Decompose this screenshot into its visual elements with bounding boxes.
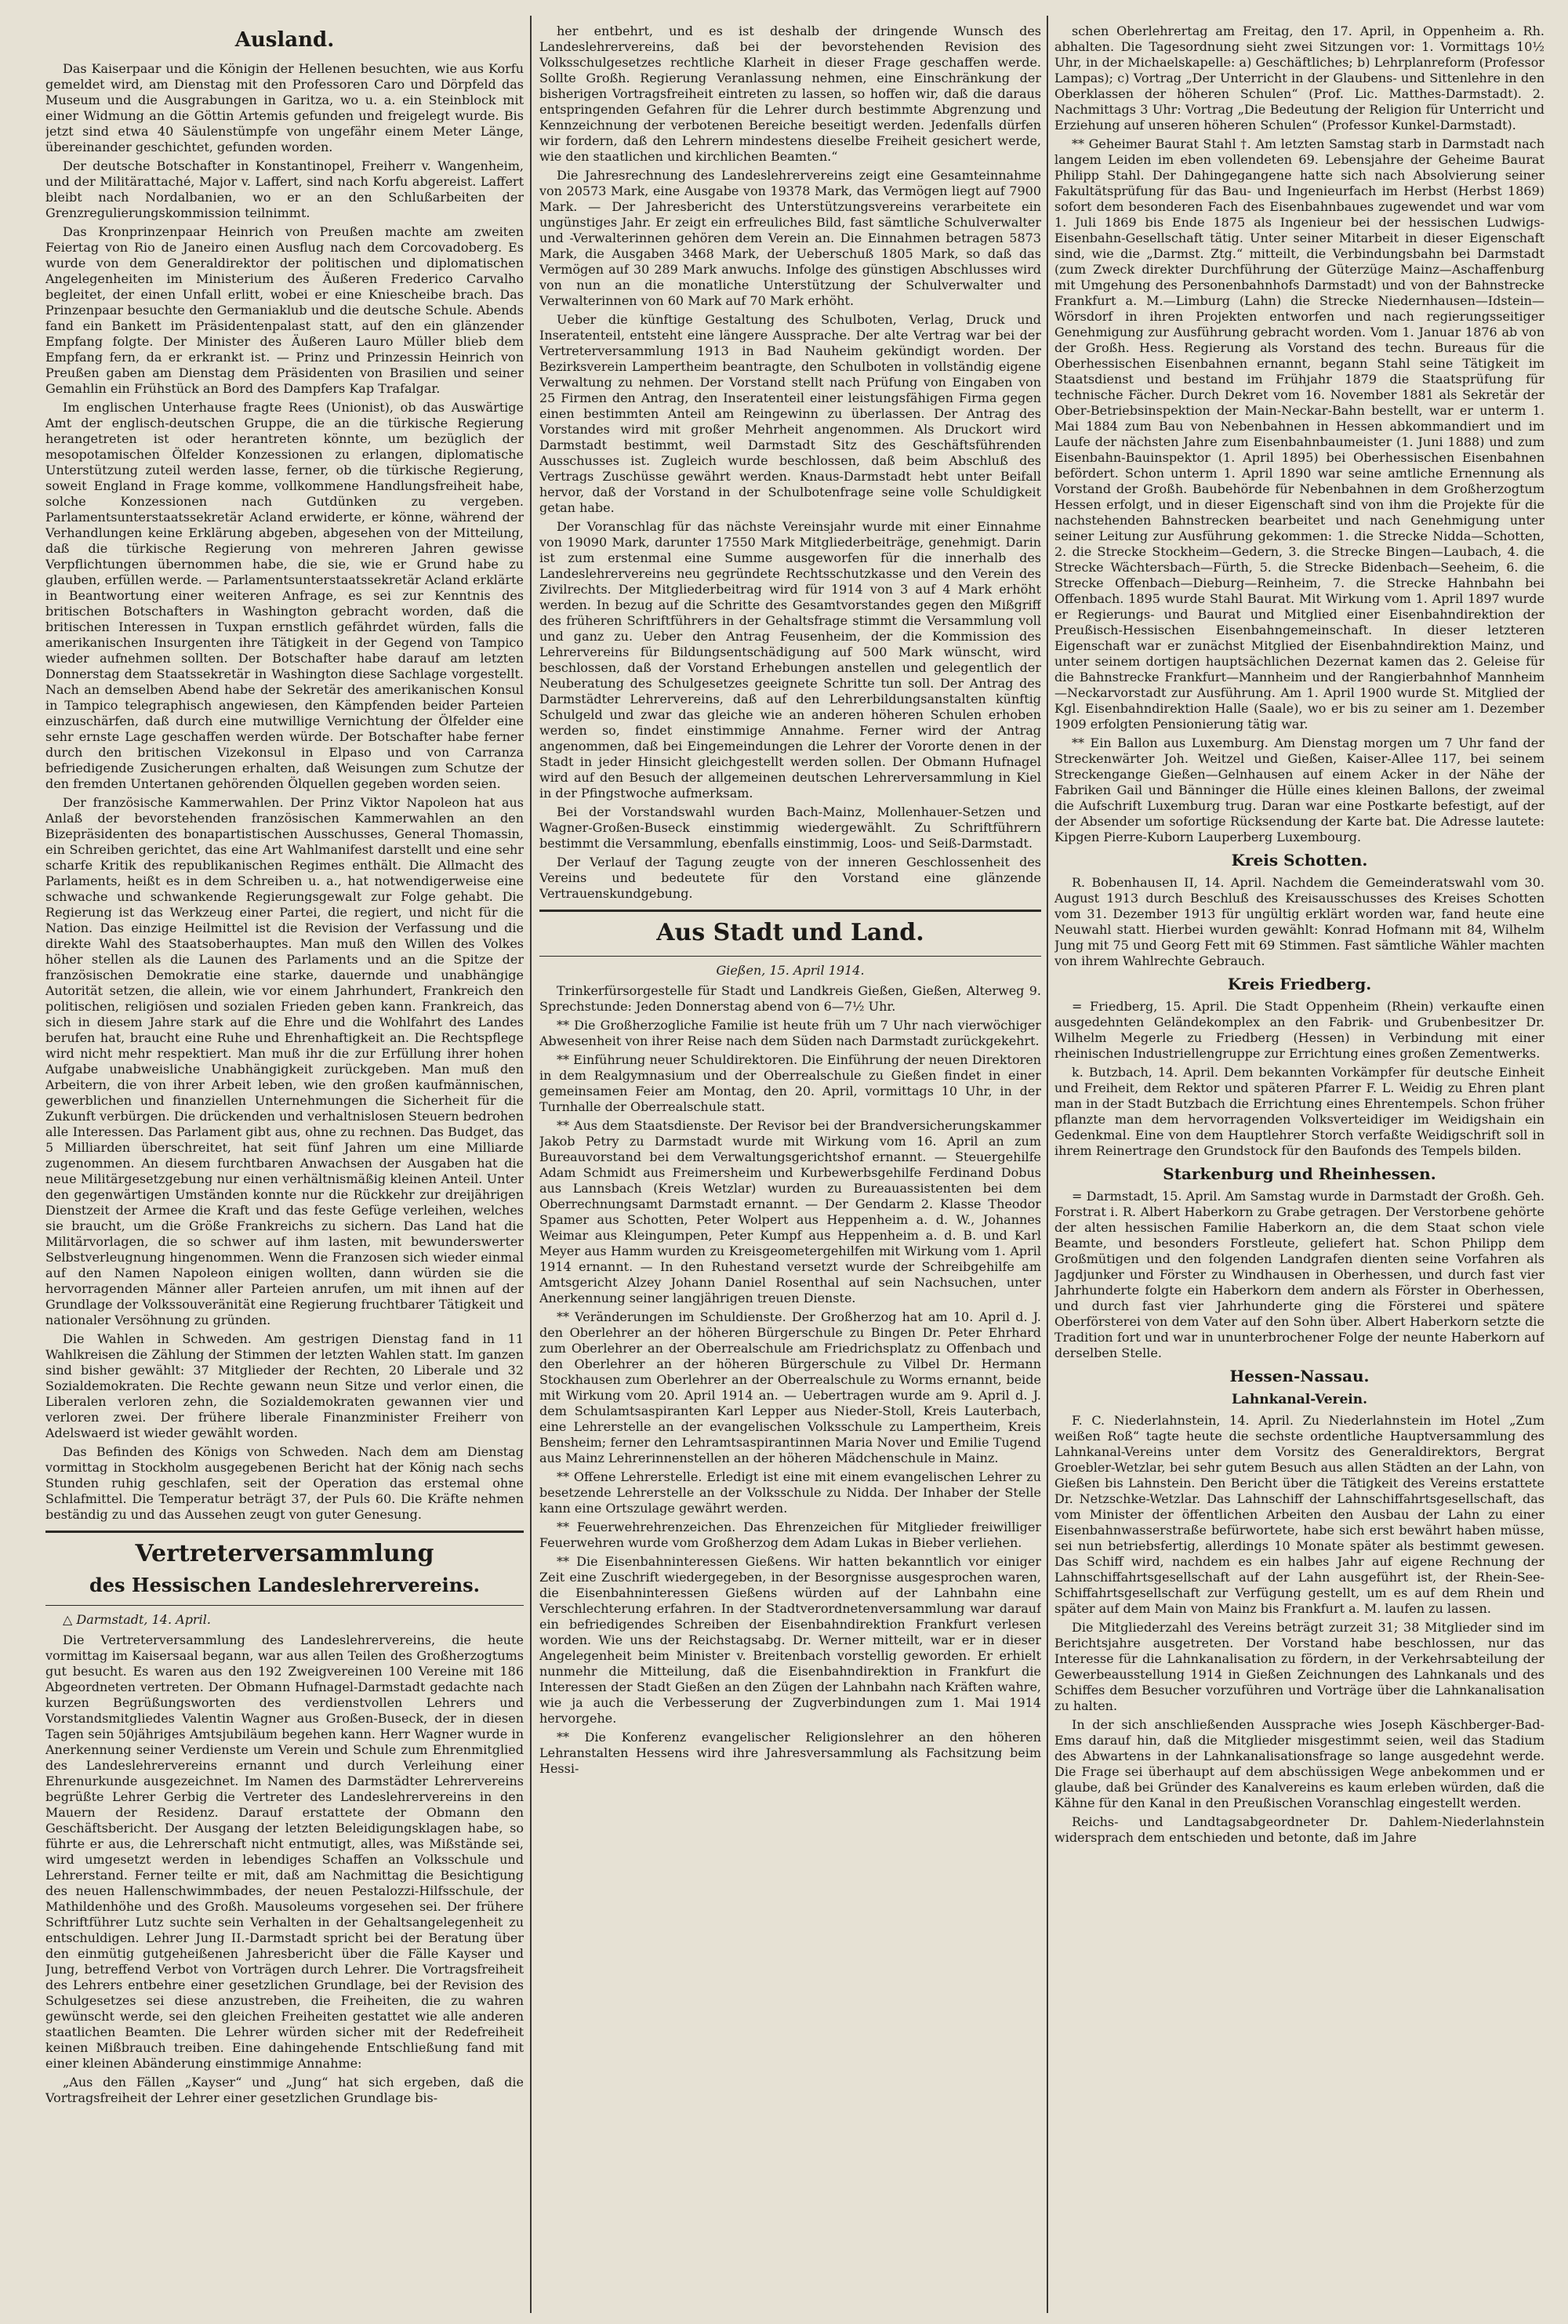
article-paragraph: Das Befinden des Königs von Schweden. Nach dem am Dienstag vormittag in Stockholm ausgegebenen Bericht hat der König nach sechs Stunden ruhig geschlafen, seit der Operation das erstemal ohne Schlafmittel. Die Temperatur beträgt 37, der Puls 60. Die Kräfte nehmen beständig zu und das Aussehen zeugt von guter Genesung. <box>45 1444 524 1522</box>
article-paragraph: her entbehrt, und es ist deshalb der dringende Wunsch des Landeslehrervereins, daß bei der bevorstehenden Revision des Volksschulgesetzes rechtliche Klarheit in dieser Frage geschaffen werde. Sollte Großh. Regierung Veranlassung nehmen, eine Einschränkung der bisherigen Vortragsfreiheit eintreten zu lassen, so hoffen wir, daß die daraus entspringenden Gefahren für die Lehrer durch bestimmte Abgrenzung und Kennzeichnung der verbotenen Bereiche beseitigt werden. Jedenfalls dürfen wir fordern, daß den Lehrern mindestens dieselbe Freiheit gesichert werde, wie den staatlichen und kirchlichen Beamten.“ <box>539 24 1041 164</box>
section-subheading-lahnkanal: Lahnkanal-Verein. <box>1231 1392 1368 1407</box>
dateline: △ Darmstadt, 14. April. <box>63 1612 211 1627</box>
section-heading-starkenburg: Starkenburg und Rheinhessen. <box>1163 1164 1436 1183</box>
section-heading-vertreterversammlung: Vertreterversammlung <box>135 1540 434 1567</box>
article-paragraph: ** Feuerwehrehrenzeichen. Das Ehrenzeichen für Mitglieder freiwilliger Feuerwehren wurde vom Großherzog dem Adam Lukas in Bieber verliehen. <box>539 1520 1041 1550</box>
article-paragraph: Der deutsche Botschafter in Konstantinopel, Freiherr v. Wangenheim, und der Militärattaché, Major v. Laffert, sind nach Korfu abgereist. Laffert bleibt nach Nordalbanien, wo er an den Schlußarbeiten der Grenzregulierungskommission teilnimmt. <box>45 158 524 220</box>
section-divider <box>539 956 1041 957</box>
section-divider <box>45 1531 524 1533</box>
section-heading-hessen-nassau: Hessen-Nassau. <box>1229 1367 1370 1385</box>
article-paragraph: ** Geheimer Baurat Stahl †. Am letzten Samstag starb in Darmstadt nach langem Leiden im eben vollendeten 69. Lebensjahre der Geheime Baurat Philipp Stahl. Der Dahingegangene hatte sich nach Absolvierung seiner Fakultätsprüfung für das Bau- und Ingenieurfach im Herbst (Herbst 1869) sofort dem besonderen Fach des Eisenbahnbaues zugewendet und war vom 1. Juli 1869 bis Ende 1875 als Ingenieur bei der hessischen Ludwigs-Eisenbahn-Gesellschaft tätig. Unter seiner Mitarbeit in dieser Eigenschaft sind, wie die „Darmst. Ztg.“ mitteilt, die Verbindungsbahn bei Darmstadt (zum Zweck direkter Durchführung der Güterzüge Mainz—Aschaffenburg mit Umgehung des Personenbahnhofs Darmstadt) und von der Bahnstrecke Frankfurt a. M.—Limburg (Lahn) die Strecke Niedernhausen—Idstein—Wörsdorf in ihren Projekten entworfen und nach regierungsseitiger Genehmigung zur Ausführung gebracht worden. Vom 1. Januar 1876 ab von der Großh. Hess. Regierung als Vorstand des techn. Bureaus für die Oberhessischen Eisenbahnen ernannt, begann Stahl seine Tätigkeit im Staatsdienst und bestand im Frühjahr 1879 die Staatsprüfung für technische Fächer. Durch Dekret vom 16. November 1881 als Sekretär der Ober-Betriebsinspektion der Main-Neckar-Bahn bestellt, war er unterm 1. Mai 1884 zum Bau von Nebenbahnen in Hessen abkommandiert und im Laufe der nächsten Jahre zum Eisenbahnbaumeister (1. Juni 1888) und zum Eisenbahn-Bauinspektor (1. April 1895) bei Oberhessischen Eisenbahnen befördert. Schon unterm 1. April 1890 war seine amtliche Ernennung als Vorstand der Großh. Baubehörde für Nebenbahnen in dem Großherzogtum Hessen erfolgt, und in dieser Eigenschaft sind von ihm die Projekte für die nachstehenden Bahnstrecken bearbeitet und nach Genehmigung unter seiner Leitung zur Ausführung gekommen: 1. die Strecke Nidda—Schotten, 2. die Strecke Stockheim—Gedern, 3. die Strecke Bingen—Laubach, 4. die Strecke Wächtersbach—Fürth, 5. die Strecke Bidenbach—Seeheim, 6. die Strecke Offenbach—Dieburg—Reinheim, 7. die Strecke Hahnbahn bei Offenbach. 1895 wurde Stahl Baurat. Mit Wirkung vom 1. April 1897 wurde er Regierungs- und Baurat und Mitglied einer Eisenbahndirektion der Preußisch-Hessischen Eisenbahngemeinschaft. In dieser letzteren Eigenschaft war er zunächst Mitglied der Eisenbahndirektion Mainz, und unter seinem dortigen hauptsächlichen Dezernat kamen das 2. Geleise für die Bahnstrecke Frankfurt—Mannheim und der Rangierbahnhof Mannheim—Neckarvorstadt zur Ausführung. Am 1. April 1900 wurde St. Mitglied der Kgl. Eisenbahndirektion Halle (Saale), wo er bis zu seiner am 1. Dezember 1909 erfolgten Pensionierung tätig war. <box>1054 136 1544 732</box>
article-list <box>1054 1413 1544 1846</box>
article-paragraph: Reichs- und Landtagsabgeordneter Dr. Dahlem-Niederlahnstein widersprach dem entschieden und betonte, daß im Jahre <box>1054 1814 1544 1845</box>
column-2 <box>539 24 1041 2313</box>
article-list <box>539 983 1041 1777</box>
article-paragraph: F. C. Niederlahnstein, 14. April. Zu Niederlahnstein im Hotel „Zum weißen Roß“ tagte heute die sechste ordentliche Hauptversammlung des Lahnkanal-Vereins unter dem Vorsitz des Generaldirektors, Bergrat Groebler-Wetzlar, bei sehr gutem Besuch aus allen Städten an der Lahn, von Gießen bis Lahnstein. Den Bericht über die Tätigkeit des Vereins erstattete Dr. Netzschke-Wetzlar. Das Lahnschiff der Lahnschiffahrtsgesellschaft, das vom Minister der öffentlichen Arbeiten den Ausbau der Lahn zu einer Eisenbahnwasserstraße befürwortete, habe sich erst bewährt haben müsse, sei nun betriebsfertig, allerdings 10 Monate später als bestimmt gewesen. Das Schiff wird, nachdem es ein halbes Jahr auf eigene Rechnung der Lahnschiffahrtsgesellschaft auf der Lahn ausgeführt ist, der Rhein-See-Schiffahrtsgesellschaft zur Verfügung gestellt, um es auf dem Rhein und später auf dem Main von Mainz bis Frankfurt a. M. laufen zu lassen. <box>1054 1413 1544 1616</box>
article-paragraph: = Friedberg, 15. April. Die Stadt Oppenheim (Rhein) verkaufte einen ausgedehnten Geländekomplex an den Fabrik- und Grubenbesitzer Dr. Wilhelm Megerle zu Friedberg (Hessen) in Verbindung mit einer rheinischen Industriellengruppe zur Errichtung eines großen Zementwerks. <box>1054 999 1544 1061</box>
article-paragraph: Im englischen Unterhause fragte Rees (Unionist), ob das Auswärtige Amt der englisch-deutschen Gruppe, die an die türkische Regierung herangetreten ist oder herantreten könnte, um bezüglich der mesopotamischen Ölfelder Konzessionen zu erlangen, diplomatische Unterstützung zuteil werden lasse, ferner, ob die türkische Regierung, soweit England in Frage komme, vollkommene Handlungsfreiheit habe, solche Konzessionen nach Gutdünken zu vergeben. Parlamentsunterstaatssekretär Acland erwiderte, er könne, während der Verhandlungen keine Erklärung abgeben, abgesehen von der Mitteilung, daß die türkische Regierung von mehreren Jahren gewisse Verpflichtungen übernommen habe, die sie, wie er Grund habe zu glauben, erfüllen werde. — Parlamentsunterstaatssekretär Acland erklärte in Beantwortung einer weiteren Anfrage, es sei zur Kenntnis des britischen Botschafters in Washington gebracht worden, daß die britischen Interessen in Tuxpan ernstlich gefährdet würden, falls die amerikanischen Insurgenten ihre Tätigkeit in der Gegend von Tampico wieder aufnehmen sollten. Der Botschafter habe darauf am letzten Donnerstag dem Staatssekretär in Washington diese Sachlage vorgestellt. Nach an demselben Abend habe der Sekretär des amerikanischen Konsul in Tampico telegraphisch angewiesen, den Kämpfenden beider Parteien einzuschärfen, daß durch eine mutwillige Vernichtung der Ölfelder eine sehr ernste Lage geschaffen werden würde. Der Botschafter habe ferner durch den britischen Vizekonsul in Elpaso und von Carranza befriedigende Zusicherungen erhalten, daß Weisungen zum Schutze der den fremden Untertanen gehörenden Ölquellen gegeben worden seien. <box>45 400 524 791</box>
article-paragraph: „Aus den Fällen „Kayser“ und „Jung“ hat sich ergeben, daß die Vortragsfreiheit der Lehrer einer gesetzlichen Grundlage bis- <box>45 2075 524 2105</box>
article-paragraph: Die Mitgliederzahl des Vereins beträgt zurzeit 31; 38 Mitglieder sind im Berichtsjahre ausgetreten. Der Vorstand habe beschlossen, nur das Interesse für die Lahnkanalisation zu fördern, in der Verkehrsabteilung der Gewerbeausstellung 1914 in Gießen Zeichnungen des Lahnkanals und des Schiffes dem Besucher vorzuführen und Vorträge über die Lahnkanalisation zu halten. <box>1054 1620 1544 1713</box>
article-list <box>45 1632 524 2106</box>
article-paragraph: ** Einführung neuer Schuldirektoren. Die Einführung der neuen Direktoren in dem Realgymnasium und der Oberrealschule zu Gießen findet in einer gemeinsamen Feier am Montag, den 20. April, vormittags 10 Uhr, in der Turnhalle der Oberrealschule statt. <box>539 1052 1041 1114</box>
article-paragraph: ** Veränderungen im Schuldienste. Der Großherzog hat am 10. April d. J. den Oberlehrer an der höheren Bürgerschule zu Bingen Dr. Peter Ehrhard zum Oberlehrer an der Oberrealschule am Friedrichsplatz zu Offenbach und den Oberlehrer an der höheren Bürgerschule zu Vilbel Dr. Hermann Stockhausen zum Oberlehrer an der Oberrealschule zu Worms ernannt, beide mit Wirkung vom 20. April 1914 an. — Uebertragen wurde am 9. April d. J. dem Schulamtsaspiranten Karl Lepper aus Nieder-Stoll, Kreis Lauterbach, eine Lehrerstelle an der evangelischen Volksschule zu Lampertheim, Kreis Bensheim; ferner den Lehramtsaspirantinnen Maria Nover und Emilie Tugend aus Mainz Lehrerinnenstellen an der höheren Mädchenschule in Mainz. <box>539 1309 1041 1465</box>
section-subheading: des Hessischen Landeslehrervereins. <box>89 1574 481 1596</box>
article-paragraph: Bei der Vorstandswahl wurden Bach-Mainz, Mollenhauer-Setzen und Wagner-Großen-Buseck einstimmig wiedergewählt. Zu Schriftführern bestimmt die Versammlung, ebenfalls einstimmig, Loos- und Seiß-Darmstadt. <box>539 804 1041 851</box>
article-paragraph: Die Jahresrechnung des Landeslehrervereins zeigt eine Gesamteinnahme von 20573 Mark, eine Ausgabe von 19378 Mark, das Vermögen liegt auf 7900 Mark. — Der Jahresbericht des Unterstützungsvereins verarbeitete ein ungünstiges Jahr. Er zeigt ein erfreuliches Bild, fast sämtliche Schulverwalter und -Verwalterinnen gehören dem Verein an. Die Einnahmen betragen 5873 Mark, die Ausgaben 3468 Mark, der Ueberschuß 1805 Mark, so daß das Vermögen auf 30 289 Mark anwuchs. Infolge des günstigen Abschlusses wird von nun an die monatliche Unterstützung der Schulverwalter und Verwalterinnen von 60 Mark auf 70 Mark erhöht. <box>539 168 1041 308</box>
section-heading-kreis-schotten: Kreis Schotten. <box>1231 851 1368 870</box>
section-heading-aus-stadt-und-land: Aus Stadt und Land. <box>656 919 924 946</box>
article-paragraph: Die Vertreterversammlung des Landeslehrervereins, die heute vormittag im Kaisersaal begann, war aus allen Teilen des Großherzogtums gut besucht. Es waren aus den 192 Zweigvereinen 100 Vereine mit 186 Abgeordneten vertreten. Der Obmann Hufnagel-Darmstadt gedachte nach kurzen Begrüßungsworten des verdienstvollen Lehrers und Vorstandsmitgliedes Valentin Wagner aus Großen-Buseck, der in diesen Tagen sein 50jähriges Amtsjubiläum begehen kann. Herr Wagner wurde in Anerkennung seiner Verdienste um Verein und Schule zum Ehrenmitglied des Landeslehrervereins ernannt und durch Verleihung einer Ehrenurkunde ausgezeichnet. Im Namen des Darmstädter Lehrervereins begrüßte Lehrer Gerbig die Vertreter des Landeslehrervereins in den Mauern der Residenz. Darauf erstattete der Obmann den Geschäftsbericht. Der Ausgang der letzten Beleidigungsklagen habe, so führte er aus, die Lehrerschaft nicht entmutigt, alles, was Mißstände sei, wird umgesetzt werden in lebendiges Schaffen an Volksschule und Lehrerstand. Ferner teilte er mit, daß am Nachmittag die Besichtigung des neuen Hallenschwimmbades, der neuen Pestalozzi-Hilfsschule, der Mathildenhöhe und des Großh. Mausoleums vorgesehen sei. Der frühere Schriftführer Lutz suchte sein Verhalten in der Gehaltsangelegenheit zu entschuldigen. Lehrer Jung II.-Darmstadt spricht bei der Beratung über den einmütig gutgeheißenen Jahresbericht über die Fälle Kayser und Jung, betreffend Verbot von Vorträgen durch Lehrer. Die Vortragsfreiheit des Lehrers entbehre einer gesetzlichen Grundlage, bei der Revision des Schulgesetzes sei diese anzustreben, die Freiheiten, die zu wahren gewünscht werde, sei den gleichen Freiheiten gestattet wie alle anderen staatlichen Beamten. Die Lehrer würden sicher mit der Redefreiheit keinen Mißbrauch treiben. Eine dahingehende Entschließung fand mit einer kleinen Abänderung einstimmige Annahme: <box>45 1632 524 2071</box>
article-paragraph: k. Butzbach, 14. April. Dem bekannten Vorkämpfer für deutsche Einheit und Freiheit, dem Rektor und späteren Pfarrer F. L. Weidig zu Ehren plant man in der Stadt Butzbach die Errichtung eines Ehrentempels. Schon früher pflanzte man dem hervorragenden Volksverteidiger im Weidigshain ein Gedenkmal. Eine von dem Hauptlehrer Storch verfaßte Weidigschrift soll in ihrem Reinertrage den Grundstock für den Baufonds des Tempels bilden. <box>1054 1065 1544 1158</box>
article-paragraph: ** Die Großherzogliche Familie ist heute früh um 7 Uhr nach vierwöchiger Abwesenheit von ihrer Reise nach dem Süden nach Darmstadt zurückgekehrt. <box>539 1018 1041 1048</box>
article-paragraph: Das Kaiserpaar und die Königin der Hellenen besuchten, wie aus Korfu gemeldet wird, am Dienstag mit den Professoren Caro und Dörpfeld das Museum und die Ausgrabungen in Garitza, wo u. a. ein Steinblock mit einer Widmung an die Göttin Artemis gefunden und freigelegt wurde. Bis jetzt sind etwa 40 Säulenstümpfe von ungefähr einem Meter Länge, übereinander geschichtet, gefunden worden. <box>45 61 524 154</box>
article-paragraph: ** Offene Lehrerstelle. Erledigt ist eine mit einem evangelischen Lehrer zu besetzende Lehrerstelle an der Volksschule zu Nidda. Der Inhaber der Stelle kann eine Ortszulage gewährt werden. <box>539 1469 1041 1516</box>
article-paragraph: ** Aus dem Staatsdienste. Der Revisor bei der Brandversicherungskammer Jakob Petry zu Darmstadt wurde mit Wirkung vom 16. April an zum Bureauvorstand bei dem Verwaltungsgerichtshof ernannt. — Steuergehilfe Adam Schmidt aus Freimersheim und Kurbewerbsgehilfe Ferdinand Dobus aus Lannsbach (Kreis Wetzlar) wurden zu Bureauassistenten bei dem Oberrechnungsamt Darmstadt ernannt. — Der Gendarm 2. Klasse Theodor Spamer aus Schotten, Peter Wolpert aus Heppenheim a. d. W., Johannes Weimar aus Kleingumpen, Peter Kumpf aus Heppenheim a. d. B. und Karl Meyer aus Hamm wurden zu Kreisgeometergehilfen mit Wirkung vom 1. April 1914 ernannt. — In den Ruhestand versetzt wurde der Schreibgehilfe am Amtsgericht Alzey Johann Daniel Rosenthal auf sein Nachsuchen, unter Anerkennung seiner langjährigen treuen Dienste. <box>539 1118 1041 1305</box>
column-1 <box>45 24 524 2313</box>
article-paragraph: Das Kronprinzenpaar Heinrich von Preußen machte am zweiten Feiertag von Rio de Janeiro einen Ausflug nach dem Corcovadoberg. Es wurde von dem Generaldirektor der politischen und diplomatischen Angelegenheiten im Ministerium des Äußeren Frederico Carvalho begleitet, der einen Unfall erlitt, wobei er eine Kniescheibe brach. Das Prinzenpaar besuchte den Germaniaklub und die deutsche Schule. Abends fand ein Bankett im Präsidentenpalast statt, auf den ein glänzender Empfang folgte. Der Minister des Äußeren Lauro Müller blieb dem Empfang fern, da er erkrankt ist. — Prinz und Prinzessin Heinrich von Preußen gaben am Dienstag dem Präsidenten von Brasilien und seiner Gemahlin ein Frühstück an Bord des Dampfers Kap Trafalgar. <box>45 224 524 396</box>
article-paragraph: Trinkerfürsorgestelle für Stadt und Landkreis Gießen, Gießen, Alterweg 9. Sprechstunde: Jeden Donnerstag abend von 6—7½ Uhr. <box>539 983 1041 1014</box>
article-list <box>1054 875 1544 969</box>
article-paragraph: Die Wahlen in Schweden. Am gestrigen Dienstag fand in 11 Wahlkreisen die Zählung der Stimmen der letzten Wahlen statt. Im ganzen sind bisher gewählt: 37 Mitglieder der Rechten, 20 Liberale und 32 Sozialdemokraten. Die Rechte gewann neun Sitze und verlor einen, die Liberalen verloren zehn, die Sozialdemokraten gewannen vier und verloren zwei. Der frühere liberale Finanzminister Freiherr von Adelswaerd ist wieder gewählt worden. <box>45 1331 524 1440</box>
column-rule <box>1047 16 1048 2313</box>
article-paragraph: Der Verlauf der Tagung zeugte von der inneren Geschlossenheit des Vereins und bedeutete für den Vorstand eine glänzende Vertrauenskundgebung. <box>539 855 1041 901</box>
section-heading-kreis-friedberg: Kreis Friedberg. <box>1227 975 1372 993</box>
article-paragraph: ** Ein Ballon aus Luxemburg. Am Dienstag morgen um 7 Uhr fand der Streckenwärter Joh. Weitzel und Gießen, Kaiser-Allee 117, bei seinem Streckengange Gießen—Gelnhausen auf einem Acker in der Nähe der Fabriken Gail und Bänninger die Hülle eines kleinen Ballons, der zweimal die Aufschrift Luxemburg trug. Daran war eine Postkarte befestigt, auf der der Absender um sofortige Rücksendung der Karte bat. Die Adresse lautete: Kipgen Pierre-Kuborn Lauperberg Luxembourg. <box>1054 735 1544 844</box>
article-paragraph: R. Bobenhausen II, 14. April. Nachdem die Gemeinderatswahl vom 30. August 1913 durch Beschluß des Kreisausschusses des Kreises Schotten vom 31. Dezember 1913 für ungültig erklärt worden war, fand heute eine Neuwahl statt. Hierbei wurden gewählt: Konrad Hofmann mit 84, Wilhelm Jung mit 75 und Georg Fett mit 69 Stimmen. Fast sämtliche Wähler machten von ihrem Wahlrechte Gebrauch. <box>1054 875 1544 968</box>
article-paragraph: ** Die Eisenbahninteressen Gießens. Wir hatten bekanntlich vor einiger Zeit eine Zuschrift wiedergegeben, in der Besorgnisse ausgesprochen waren, die Eisenbahninteressen Gießens würden auf der Lahnbahn eine Verschlechterung erfahren. In der Stadtverordnetenversammlung war darauf ein befriedigendes Schreiben der Eisenbahndirektion Frankfurt verlesen worden. Wie uns der Reichstagsabg. Dr. Werner mitteilt, war er in dieser Angelegenheit beim Minister v. Breitenbach vorstellig geworden. Er erhielt nunmehr die Mitteilung, daß die Eisenbahndirektion in Frankfurt die Interessen der Stadt Gießen an den Zügen der Lahnbahn nach Kräften wahre, wie ja auch die Verbesserung der Zugverbindungen zum 1. Mai 1914 hervorgehe. <box>539 1554 1041 1726</box>
article-list <box>539 24 1041 902</box>
section-divider <box>539 910 1041 912</box>
column-rule <box>530 16 532 2313</box>
article-list <box>1054 1189 1544 1361</box>
article-paragraph: Der Voranschlag für das nächste Vereinsjahr wurde mit einer Einnahme von 19090 Mark, darunter 17550 Mark Mitgliederbeiträge, genehmigt. Darin ist zum erstenmal eine Summe ausgeworfen für die innerhalb des Landeslehrervereins neu gegründete Rechtsschutzkasse und den Verein des Zivilrechts. Der Mitgliederbeitrag wird für 1914 von 3 auf 4 Mark erhöht werden. In bezug auf die Schritte des Gesamtvorstandes gegen den Mißgriff des früheren Schriftführers in der Gehaltsfrage stimmt die Versammlung voll und ganz zu. Ueber den Antrag Feusenheim, der die Kommission des Lehrervereins für Bildungsentschädigung auf 500 Mark wünscht, wird beschlossen, daß der Vorstand Erhebungen anstellen und gelegentlich der Neuberatung des Schulgesetzes geeignete Schritte tun soll. Der Antrag des Darmstädter Lehrervereins, daß auf den Lehrerbildungsanstalten künftig Schulgeld und zwar das gleiche wie an anderen höheren Schulen erhoben werden so, findet einstimmige Annahme. Ferner wird der Antrag angenommen, daß bei Eingemeindungen die Lehrer der Vororte denen in der Stadt in jeder Hinsicht gleichgestellt werden sollen. Der Obmann Hufnagel wird auf den Besuch der allgemeinen deutschen Lehrerversammlung in Kiel in der Pfingstwoche aufmerksam. <box>539 519 1041 801</box>
article-list <box>1054 999 1544 1159</box>
article-list <box>45 61 524 1523</box>
dateline: Gießen, 15. April 1914. <box>716 963 865 978</box>
article-paragraph: ** Die Konferenz evangelischer Religionslehrer an den höheren Lehranstalten Hessens wird ihre Jahresversammlung als Fachsitzung beim Hessi- <box>539 1730 1041 1776</box>
section-divider <box>45 1605 524 1606</box>
article-paragraph: Ueber die künftige Gestaltung des Schulboten, Verlag, Druck und Inseratenteil, entsteht eine längere Aussprache. Der alte Vertrag war bei der Vertreterversammlung 1913 in Bad Nauheim gekündigt worden. Der Bezirksverein Lampertheim beantragte, den Schulboten in vollständig eigene Verwaltung zu nehmen. Der Vorstand stellt nach Prüfung von Eingaben von 25 Firmen den Antrag, den Inseratenteil einer leistungsfähigen Firma gegen einen bestimmten Anteil am Reingewinn zu überlassen. Der Antrag des Vorstandes wird mit großer Mehrheit angenommen. Als Druckort wird Darmstadt bestimmt, weil Darmstadt Sitz des Geschäftsführenden Ausschusses ist. Zugleich wurde beschlossen, daß beim Abschluß des Vertrags Zuschüsse gewährt werden. Knaus-Darmstadt hebt unter Beifall hervor, daß der Vorstand in der Schulbotenfrage seine volle Schuldigkeit getan habe. <box>539 312 1041 515</box>
article-paragraph: In der sich anschließenden Aussprache wies Joseph Käschberger-Bad-Ems darauf hin, daß die Mitglieder misgestimmt seien, weil das Stadium des Abwartens in der Lahnkanalisationsfrage so lange ausgedehnt werde. Die Frage sei überhaupt auf dem abschüssigen Wege anbekommen und er glaube, daß bei Gründer des Kanalvereins es kaum erleben würden, daß die Kähne für den Kanal in den Preußischen Voranschlag eingestellt werden. <box>1054 1717 1544 1810</box>
article-paragraph: schen Oberlehrertag am Freitag, den 17. April, in Oppenheim a. Rh. abhalten. Die Tagesordnung sieht zwei Sitzungen vor: 1. Vormittags 10½ Uhr, in der Michaelskapelle: a) Geschäftliches; b) Lehrplanreform (Professor Lampas); c) Vortrag „Der Unterricht in der Glaubens- und Sittenlehre in den Oberklassen der höheren Schulen“ (Prof. Lic. Matthes-Darmstadt). 2. Nachmittags 3 Uhr: Vortrag „Die Bedeutung der Religion für Unterricht und Erziehung auf unseren höheren Schulen“ (Professor Kunkel-Darmstadt). <box>1054 24 1544 133</box>
article-paragraph: = Darmstadt, 15. April. Am Samstag wurde in Darmstadt der Großh. Geh. Forstrat i. R. Albert Haberkorn zu Grabe getragen. Der Verstorbene gehörte der alten hessischen Familie Haberkorn an, die dem Staat schon viele Beamte, und besonders Forstleute, geliefert hat. Schon Philipp dem Großmütigen und den folgenden Landgrafen dienten seine Vorfahren als Jagdjunker und Förster zu Windhausen in Oberhessen, und durch fast vier Jahrhunderte folgte ein Haberkorn dem andern als Förster in Oberhessen, und durch fast vier Jahrhunderte ging die Försterei und spätere Oberförsterei von dem Vater auf den Sohn über. Albert Haberkorn setzte die Tradition fort und war in ununterbrochener Folge der neunte Haberkorn auf derselben Stelle. <box>1054 1189 1544 1360</box>
section-heading-ausland: Ausland. <box>234 28 335 52</box>
column-3 <box>1054 24 1544 2313</box>
article-list <box>1054 24 1544 845</box>
article-paragraph: Der französische Kammerwahlen. Der Prinz Viktor Napoleon hat aus Anlaß der bevorstehenden französischen Kammerwahlen an den Bizepräsidenten des bonapartistischen Ausschusses, General Thomassin, ein Schreiben gerichtet, das eine Art Wahlmanifest darstellt und eine sehr scharfe Kritik des republikanischen Regimes enthält. Die Allmacht des Parlaments, heißt es in dem Schreiben u. a., hat notwendigerweise eine schwache und schwankende Regierungsgewalt zur Folge gehabt. Die Regierung ist das Werkzeug einer Partei, die regiert, und nicht für die Nation. Das einzige Heilmittel ist die Revision der Verfassung und die direkte Wahl des Staatsoberhauptes. Man muß den Willen des Volkes höher stellen als die Launen des Parlaments und an die Spitze der französischen Demokratie eine starke, dauernde und unabhängige Autorität setzen, die allein, wie vor einem Jahrhundert, Frankreich den politischen, religiösen und sozialen Frieden geben kann. Frankreich, das sich in diesem Jahre stark auf die Ehre und die Wohlfahrt des Landes berufen hat, braucht eine Ruhe und Ehrenhaftigkeit an. Die Rechtspflege wird nicht mehr respektiert. Man muß ihr die zur Erfüllung ihrer hohen Aufgabe unabweisliche Unabhängigkeit zurückgeben. Man muß den Arbeitern, die von ihrer Arbeit leben, wie den großen kaufmännischen, gewerblichen und finanziellen Unternehmungen die Sicherheit für die Zukunft verbürgen. Die drückenden und verhaltnislosen Steuern bedrohen alle Interessen. Das Parlament gibt aus, ohne zu rechnen. Das Budget, das 5 Milliarden überschreitet, hat seit fünf Jahren um eine Milliarde zugenommen. An diesem furchtbaren Anwachsen der Ausgaben hat die neue Militärgesetzgebung nur einen verhältnismäßig kleinen Anteil. Unter den gegenwärtigen Umständen konnte nur die Rückkehr zur dreijährigen Dienstzeit der Armee die Kraft und das feste Gefüge verleihen, welches sie braucht, um die Größe Frankreichs zu sichern. Das Land hat die Militärvorlagen, die so schwer auf ihm lasten, mit bewunderswerter Selbstverleugnung hingenommen. Wenn die Franzosen sich wieder einmal auf den Namen Napoleon einigen wollten, dann würden sie die hervorragenden Männer aller Parteien anrufen, um mit ihnen auf der Grundlage der Volkssouveränität eine Regierung fruchtbarer Tätigkeit und nationaler Versöhnung zu gründen. <box>45 795 524 1327</box>
